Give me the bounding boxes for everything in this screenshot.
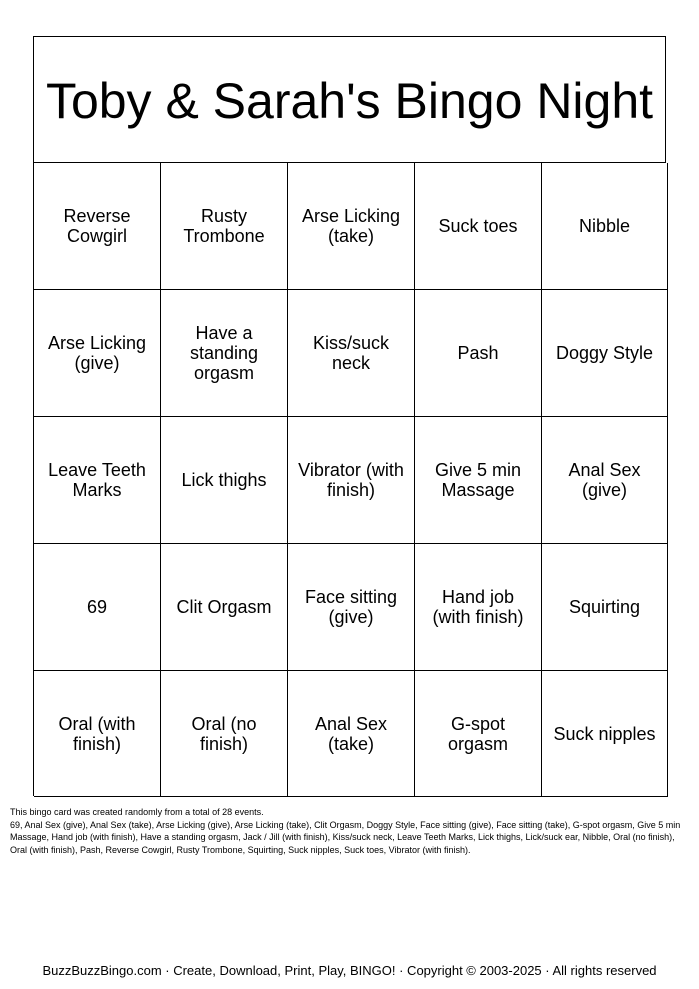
bingo-cell[interactable] — [161, 290, 288, 417]
bingo-cell-label: Clit Orgasm — [176, 597, 272, 617]
bingo-cell-label: Kiss/suck neck — [312, 333, 390, 373]
card-title: Toby & Sarah's Bingo Night — [45, 72, 654, 129]
event-list-note — [10, 806, 690, 856]
bingo-cell[interactable] — [161, 544, 288, 671]
bingo-cell-label: Doggy Style — [555, 343, 654, 363]
bingo-cell-label: Anal Sex (take) — [314, 713, 388, 754]
bingo-cell[interactable] — [34, 163, 161, 290]
bingo-cell[interactable] — [288, 290, 415, 417]
event-list: 69, Anal Sex (give), Anal Sex (take), Arse Licking (give), Arse Licking (take), Clit Orgasm, Doggy Style, Face sitting (give), Face sitting (take), G-spot orgasm, Give 5 min Massage, Hand job (with finish), Have a standing orgasm, Jack / Jill (with finish), Kiss/suck neck, Leave Teeth Marks, Lick thighs, Lick/suck ear, Nibble, Oral (no finish), Oral (with finish), Pash, Reverse Cowgirl, Rusty Trombone, Squirting, Suck nipples, Suck toes, Vibrator (with finish). — [10, 819, 681, 855]
bingo-cell-label: Nibble — [578, 216, 631, 236]
bingo-cell[interactable] — [542, 544, 668, 671]
bingo-cell[interactable] — [542, 417, 668, 544]
bingo-cell-label: 69 — [86, 597, 108, 617]
bingo-cell-label: Rusty Trombone — [183, 206, 265, 246]
bingo-cell[interactable] — [34, 671, 161, 797]
bingo-cell-label: Suck toes — [438, 216, 518, 236]
bingo-cell-label: Oral (no finish) — [191, 713, 257, 754]
bingo-cell-label: Anal Sex (give) — [568, 460, 641, 500]
bingo-cell[interactable] — [34, 290, 161, 417]
bingo-cell[interactable] — [288, 671, 415, 797]
bingo-cell-label: Lick thighs — [181, 470, 267, 490]
bingo-cell[interactable] — [288, 417, 415, 544]
bingo-cell-label: Vibrator (with finish) — [298, 460, 404, 500]
bingo-cell-label: Face sitting (give) — [304, 587, 398, 627]
bingo-cell[interactable] — [542, 290, 668, 417]
title-box — [33, 36, 666, 163]
bingo-cell-label: Give 5 min Massage — [434, 460, 522, 500]
bingo-cell[interactable] — [542, 671, 668, 797]
bingo-cell-label: Have a standing orgasm — [189, 323, 259, 383]
bingo-cell[interactable] — [542, 163, 668, 290]
bingo-cell[interactable] — [288, 163, 415, 290]
bingo-cell[interactable] — [288, 544, 415, 671]
bingo-cell-label: Oral (with finish) — [58, 713, 136, 754]
bingo-cell[interactable] — [415, 163, 542, 290]
bingo-cell[interactable] — [34, 417, 161, 544]
bingo-cell-label: Arse Licking (give) — [47, 333, 147, 373]
bingo-cell[interactable] — [415, 671, 542, 797]
bingo-cell-label: Suck nipples — [553, 723, 656, 744]
bingo-card — [33, 36, 666, 796]
bingo-cell[interactable] — [415, 417, 542, 544]
footer-copyright: BuzzBuzzBingo.com · Create, Download, Print, Play, BINGO! · Copyright © 2003-2025 · All rights reserved — [42, 963, 657, 978]
bingo-cell[interactable] — [34, 544, 161, 671]
bingo-cell-label: Hand job (with finish) — [432, 587, 524, 627]
bingo-cell-label: G-spot orgasm — [447, 713, 509, 754]
bingo-cell-label: Leave Teeth Marks — [48, 460, 146, 500]
bingo-cell[interactable] — [161, 671, 288, 797]
bingo-cell[interactable] — [161, 163, 288, 290]
bingo-grid — [33, 162, 666, 796]
bingo-cell[interactable] — [415, 544, 542, 671]
bingo-cell-label: Arse Licking (take) — [301, 206, 401, 246]
bingo-cell-label: Reverse Cowgirl — [63, 206, 131, 246]
bingo-cell[interactable] — [161, 417, 288, 544]
bingo-cell[interactable] — [415, 290, 542, 417]
event-count-note: This bingo card was created randomly from a total of 28 events. — [10, 807, 264, 817]
bingo-cell-label: Squirting — [568, 597, 641, 617]
bingo-cell-label: Pash — [457, 343, 499, 363]
